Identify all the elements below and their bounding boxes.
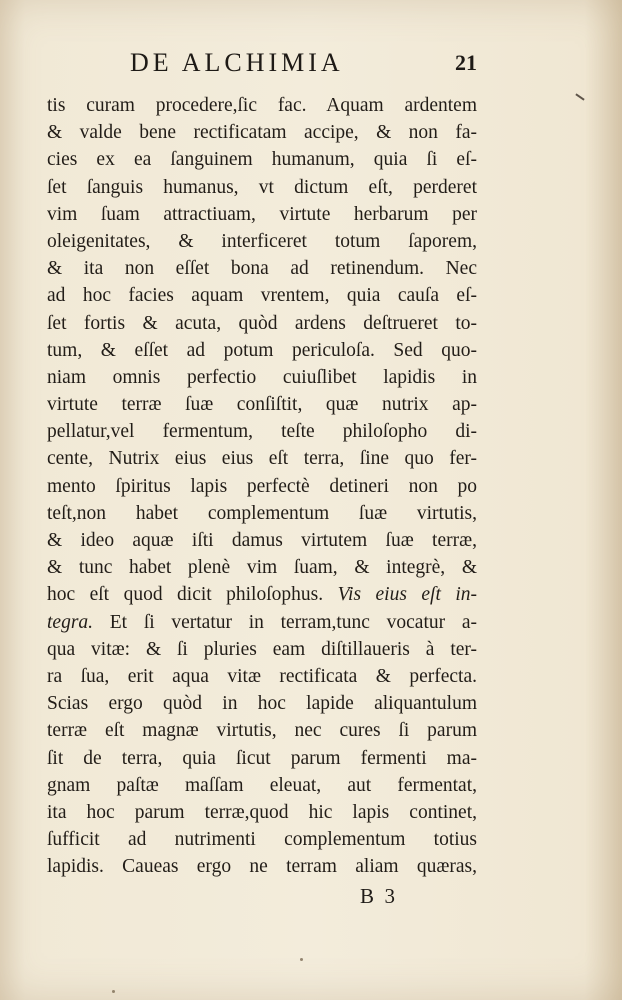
text-line: ra ſua, erit aqua vitæ rectificata & perfecta. xyxy=(47,665,477,687)
text-line: gnam paſtæ maſſam eleuat, aut fermentat, xyxy=(47,774,477,796)
text-line: pellatur,vel fermentum, teſte philoſopho di- xyxy=(47,421,477,443)
text-line: virtute terræ ſuæ conſiſtit, quæ nutrix ap- xyxy=(47,394,477,416)
text-line: ad hoc facies aquam vrentem, quia cauſa eſ- xyxy=(47,285,477,307)
margin-mark xyxy=(575,93,584,100)
text-line: ſet ſanguis humanus, vt dictum eſt, perderet xyxy=(47,176,477,198)
text-line: oleigenitates, & interficeret totum ſaporem, xyxy=(47,230,477,252)
page-number: 21 xyxy=(455,50,477,75)
paper-fleck xyxy=(112,990,115,993)
text-line: ſufficit ad nutrimenti complementum totius xyxy=(47,829,477,851)
text-line: tum, & eſſet ad potum periculoſa. Sed quo- xyxy=(47,339,477,361)
text-line: & valde bene rectificatam accipe, & non fa- xyxy=(47,122,477,144)
text-line-roman: hoc eſt quod dicit philoſophus. xyxy=(47,584,324,606)
text-line: & ideo aquæ iſti damus virtutem ſuæ terræ, xyxy=(47,530,477,551)
running-head-title: DE ALCHIMIA xyxy=(130,48,344,77)
running-head xyxy=(0,48,622,84)
italic-quotation-end: tegra. xyxy=(47,611,94,633)
text-line: niam omnis perfectio cuiuſlibet lapidis in xyxy=(47,366,477,388)
text-line: ſit de terra, quia ſicut parum fermenti ma- xyxy=(47,747,477,769)
text-line: ſet fortis & acuta, quòd ardens deſtrueret to- xyxy=(47,312,477,334)
paper-fleck xyxy=(300,958,303,961)
text-line: qua vitæ: & ſi pluries eam diſtillaueris à ter- xyxy=(47,638,477,660)
text-line: & ita non eſſet bona ad retinendum. Nec xyxy=(47,258,477,280)
text-line-with-italic xyxy=(47,581,477,608)
signature-mark: B 3 xyxy=(360,884,396,908)
text-line: ita hoc parum terræ,quod hic lapis continet, xyxy=(47,801,477,823)
text-line: terræ eſt magnæ virtutis, nec cures ſi parum xyxy=(47,720,477,742)
text-line: tis curam procedere,ſic fac. Aquam ardentem xyxy=(47,95,477,116)
text-line: cente, Nutrix eius eius eſt terra, ſine quo fer- xyxy=(47,448,477,470)
text-line: mento ſpiritus lapis perfectè detineri non po xyxy=(47,475,477,497)
text-line-with-italic xyxy=(47,609,477,636)
text-line: lapidis. Caueas ergo ne terram aliam quæras, xyxy=(47,856,477,878)
text-line: teſt,non habet complementum ſuæ virtutis, xyxy=(47,502,477,524)
text-line: vim ſuam attractiuam, virtute herbarum per xyxy=(47,203,477,225)
text-line: cies ex ea ſanguinem humanum, quia ſi eſ- xyxy=(47,149,477,171)
body-text xyxy=(47,92,477,880)
text-line-roman: Et ſi vertatur in terram,tunc vocatur a- xyxy=(109,611,477,633)
text-line: & tunc habet plenè vim ſuam, & integrè, & xyxy=(47,557,477,579)
text-line: Scias ergo quòd in hoc lapide aliquantulum xyxy=(47,693,477,715)
italic-quotation: Vis eius eſt in- xyxy=(337,584,477,606)
